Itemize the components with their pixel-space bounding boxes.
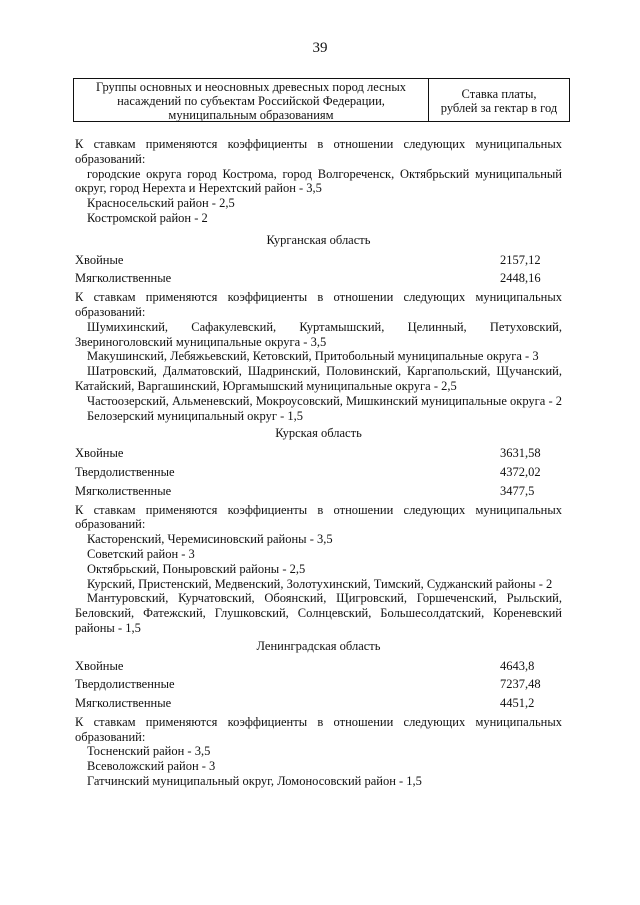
region-title: Курганская область: [266, 232, 371, 247]
header-line: Группы основных и неосновных древесных пород лесных: [96, 80, 406, 94]
coefficient-intro: К ставкам применяются коэффициенты в отношении следующих муниципальных образований:: [75, 502, 562, 532]
rate-row: [75, 677, 562, 692]
coefficient-item: Всеволожский район - 3: [87, 759, 216, 774]
rate-label: Твердолиственные: [75, 677, 175, 692]
rate-value: 7237,48: [500, 677, 541, 692]
coefficient-item: Гатчинский муниципальный округ, Ломоносовский район - 1,5: [87, 774, 422, 789]
header-line: рублей за гектар в год: [440, 101, 558, 115]
rate-label: Хвойные: [75, 252, 124, 267]
rate-label: Мягколиственные: [75, 483, 172, 498]
rate-row: [75, 253, 562, 268]
header-column-groups: [74, 79, 429, 121]
rate-label: Твердолиственные: [75, 464, 175, 479]
header-line: насаждений по субъектам Российской Федерации,: [117, 94, 385, 108]
rate-row: [75, 446, 562, 461]
coefficient-item: Частоозерский, Альменевский, Мокроусовский, Мишкинский муниципальные округа - 2: [87, 393, 562, 408]
rate-value: 3477,5: [500, 483, 535, 498]
coefficient-item: Красносельский район - 2,5: [87, 196, 235, 211]
coefficient-intro: К ставкам применяются коэффициенты в отношении следующих муниципальных образований:: [75, 290, 562, 319]
rate-row: [75, 465, 562, 480]
rate-label: Хвойные: [75, 658, 124, 673]
rate-label: Мягколиственные: [75, 271, 172, 286]
coefficient-intro: К ставкам применяются коэффициенты в отношении следующих муниципальных образований:: [75, 137, 562, 166]
rate-value: 4451,2: [500, 696, 535, 711]
coefficient-item: Касторенский, Черемисиновский районы - 3,5: [87, 532, 333, 547]
header-line: Ставка платы,: [461, 87, 537, 101]
coefficient-item: Костромской район - 2: [87, 210, 208, 225]
rate-value: 2448,16: [500, 271, 541, 286]
header-column-rate: [429, 79, 569, 121]
region-title: Курская область: [275, 426, 362, 441]
region-title: Ленинградская область: [256, 638, 381, 653]
rate-row: [75, 484, 562, 499]
rate-value: 3631,58: [500, 446, 541, 461]
rate-label: Мягколиственные: [75, 696, 172, 711]
rate-row: [75, 659, 562, 674]
coefficient-item: Тосненский район - 3,5: [87, 744, 211, 759]
coefficient-item: Советский район - 3: [87, 546, 195, 561]
table-header: [73, 78, 570, 122]
rate-value: 2157,12: [500, 252, 541, 267]
rate-row: [75, 271, 562, 286]
coefficient-item: Октябрьский, Поныровский районы - 2,5: [87, 561, 306, 576]
coefficient-item: Шумихинский, Сафакулевский, Куртамышский, Целинный, Петуховский, Звериноголовский муниципальные округа - 3,5: [75, 319, 562, 349]
rate-label: Хвойные: [75, 446, 124, 461]
header-line: муниципальным образованиям: [168, 108, 334, 122]
rate-row: [75, 696, 562, 711]
coefficient-item: Курский, Пристенский, Медвенский, Золотухинский, Тимский, Суджанский районы - 2: [87, 576, 553, 591]
coefficient-item: городские округа город Кострома, город Волгореченск, Октябрьский муниципальный округ, город Нерехта и Нерехтский район - 3,5: [75, 166, 562, 196]
rate-value: 4643,8: [500, 658, 535, 673]
coefficient-item: Мантуровский, Курчатовский, Обоянский, Щигровский, Горшеченский, Рыльский, Беловский, Фатежский, Глушковский, Солнцевский, Большесолдатский, Кореневский районы - 1,5: [75, 591, 562, 635]
coefficient-item: Макушинский, Лебяжьевский, Кетовский, Притобольный муниципальные округа - 3: [87, 349, 539, 364]
page-number: 39: [312, 40, 328, 56]
rate-value: 4372,02: [500, 464, 541, 479]
document-body: [75, 137, 562, 789]
coefficient-item: Белозерский муниципальный округ - 1,5: [87, 408, 304, 423]
coefficient-intro: К ставкам применяются коэффициенты в отношении следующих муниципальных образований:: [75, 714, 562, 744]
coefficient-item: Шатровский, Далматовский, Шадринский, Половинский, Каргапольский, Щучанский, Катайский, Варгашинский, Юргамышский муниципальные округа - 2,5: [75, 364, 562, 393]
